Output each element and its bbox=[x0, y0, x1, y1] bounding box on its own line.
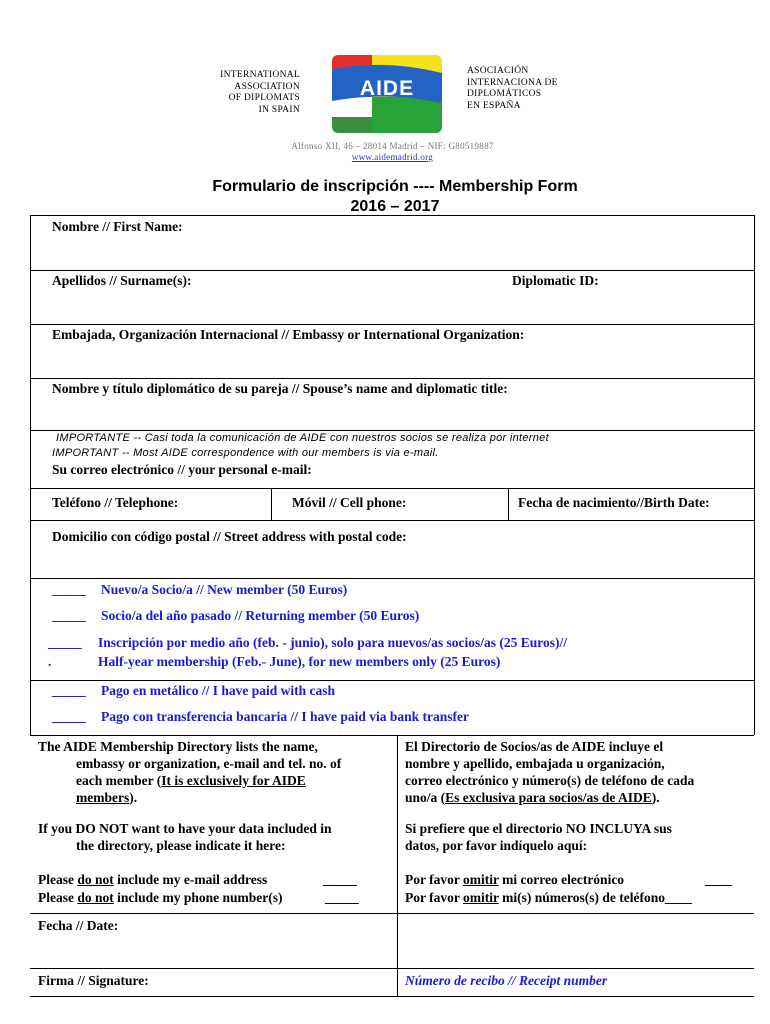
transfer-payment-option: Pago con transferencia bancaria // I have paid via bank transfer bbox=[101, 709, 470, 724]
directory-es-line: datos, por favor indíquelo aquí: bbox=[405, 838, 588, 853]
org-en-line: INTERNATIONAL bbox=[220, 70, 300, 80]
form-year: 2016 – 2017 bbox=[350, 198, 440, 215]
half-year-dot: . bbox=[48, 654, 52, 669]
directory-es-line: El Directorio de Socios/as de AIDE incluye el bbox=[405, 739, 664, 754]
important-note-en: IMPORTANT -- Most AIDE correspondence with our members is via e-mail. bbox=[52, 447, 439, 459]
org-en-line: ASSOCIATION bbox=[234, 81, 300, 92]
new-member-blank[interactable]: _____ bbox=[52, 582, 86, 597]
directory-es-line bbox=[405, 789, 750, 806]
omit-phone-en[interactable] bbox=[38, 889, 394, 906]
form-title: Formulario de inscripción ---- Membership Form bbox=[212, 178, 578, 195]
omit-phone-en-blank[interactable]: _____ bbox=[325, 890, 359, 905]
directory-en-line: If you DO NOT want to have your data included in bbox=[38, 821, 332, 836]
org-es-line: ASOCIACIÓN bbox=[467, 66, 529, 76]
email-field[interactable]: Su correo electrónico // your personal e-mail: bbox=[52, 462, 312, 477]
omit-email-en-blank[interactable]: _____ bbox=[323, 872, 357, 887]
text-span: ). bbox=[651, 790, 660, 805]
directory-en-line bbox=[38, 772, 394, 789]
date-field[interactable]: Fecha // Date: bbox=[38, 918, 119, 933]
omit-email-es[interactable] bbox=[405, 871, 750, 888]
omit-email-es-blank[interactable]: ____ bbox=[705, 872, 732, 887]
half-year-blank[interactable]: _____ bbox=[48, 635, 82, 650]
org-en-line: OF DIPLOMATS bbox=[228, 93, 300, 103]
text-span: Por favor bbox=[405, 872, 463, 887]
omit-phone-es[interactable] bbox=[405, 889, 750, 906]
street-address-field[interactable]: Domicilio con código postal // Street address with postal code: bbox=[52, 529, 407, 544]
embassy-field[interactable]: Embajada, Organización Internacional // Embassy or International Organization: bbox=[52, 327, 525, 342]
text-span: each member ( bbox=[76, 773, 162, 788]
signature-field[interactable]: Firma // Signature: bbox=[38, 973, 149, 988]
directory-es-line: nombre y apellido, embajada u organización, bbox=[405, 756, 665, 771]
text-span: do not bbox=[77, 890, 114, 905]
cash-payment-blank[interactable]: _____ bbox=[52, 683, 86, 698]
text-span: Por favor bbox=[405, 890, 463, 905]
text-span: mi correo electrónico bbox=[498, 872, 625, 887]
directory-optout-es bbox=[405, 820, 750, 854]
omit-email-en[interactable] bbox=[38, 871, 394, 888]
telephone-field[interactable]: Teléfono // Telephone: bbox=[52, 495, 179, 510]
receipt-number-field[interactable]: Número de recibo // Receipt number bbox=[405, 973, 608, 988]
first-name-field[interactable]: Nombre // First Name: bbox=[52, 219, 183, 234]
directory-en-line: The AIDE Membership Directory lists the name, bbox=[38, 739, 318, 754]
org-website-link[interactable]: www.aidemadrid.org bbox=[351, 152, 434, 162]
aide-logo bbox=[332, 55, 442, 133]
logo-text: AIDE bbox=[359, 77, 415, 100]
org-es-line: EN ESPAÑA bbox=[467, 100, 521, 111]
org-en-line: IN SPAIN bbox=[258, 104, 300, 115]
directory-en-line: the directory, please indicate it here: bbox=[76, 838, 286, 853]
directory-info-es bbox=[405, 738, 750, 806]
text-span: members bbox=[76, 790, 130, 805]
directory-en-line bbox=[38, 789, 394, 806]
org-es-line: DIPLOMÁTICOS bbox=[467, 89, 542, 99]
directory-en-line: embassy or organization, e-mail and tel. no. of bbox=[76, 756, 342, 771]
diplomatic-id-field[interactable]: Diplomatic ID: bbox=[512, 273, 599, 288]
text-span: It is exclusively for AIDE bbox=[161, 773, 306, 788]
text-span: mi(s) números(s) de teléfono bbox=[498, 890, 665, 905]
important-note-es: IMPORTANTE -- Casi toda la comunicación de AIDE con nuestros socios se realiza por internet bbox=[56, 432, 549, 444]
org-address: Alfonso XII, 46 – 28014 Madrid – NIF: G80519887 bbox=[291, 141, 494, 151]
returning-member-blank[interactable]: _____ bbox=[52, 608, 86, 623]
cell-phone-field[interactable]: Móvil // Cell phone: bbox=[292, 495, 407, 510]
omit-phone-es-blank[interactable]: ____ bbox=[664, 890, 692, 905]
cash-payment-option: Pago en metálico // I have paid with cash bbox=[101, 683, 336, 698]
birth-date-field[interactable]: Fecha de nacimiento//Birth Date: bbox=[518, 495, 710, 510]
text-span: Please bbox=[38, 872, 78, 887]
directory-es-line: correo electrónico y número(s) de teléfono de cada bbox=[405, 773, 695, 788]
text-span: ). bbox=[129, 790, 138, 805]
directory-optout-en bbox=[38, 820, 394, 854]
surname-field[interactable]: Apellidos // Surname(s): bbox=[52, 273, 192, 288]
org-name-english bbox=[190, 70, 300, 116]
half-year-option-es: Inscripción por medio año (feb. - junio), solo para nuevos/as socios/as (25 Euros)// bbox=[98, 635, 568, 650]
text-span: Es exclusiva para socios/as de AIDE bbox=[445, 790, 652, 805]
transfer-payment-blank[interactable]: _____ bbox=[52, 709, 86, 724]
text-span: omitir bbox=[463, 890, 499, 905]
text-span: include my e-mail address bbox=[113, 872, 268, 887]
half-year-option-en: Half-year membership (Feb.- June), for new members only (25 Euros) bbox=[98, 654, 501, 669]
new-member-option: Nuevo/a Socio/a // New member (50 Euros) bbox=[101, 582, 348, 597]
spouse-field[interactable]: Nombre y título diplomático de su pareja // Spouse’s name and diplomatic title: bbox=[52, 381, 508, 396]
text-span: do not bbox=[77, 872, 114, 887]
directory-info-en bbox=[38, 738, 394, 806]
org-name-spanish bbox=[467, 66, 607, 112]
org-es-line: INTERNACIONA DE bbox=[467, 77, 558, 88]
directory-es-line: Si prefiere que el directorio NO INCLUYA sus bbox=[405, 821, 672, 836]
text-span: uno/a ( bbox=[405, 790, 446, 805]
text-span: omitir bbox=[463, 872, 499, 887]
returning-member-option: Socio/a del año pasado // Returning member (50 Euros) bbox=[101, 608, 420, 623]
text-span: Please bbox=[38, 890, 78, 905]
text-span: include my phone number(s) bbox=[113, 890, 283, 905]
